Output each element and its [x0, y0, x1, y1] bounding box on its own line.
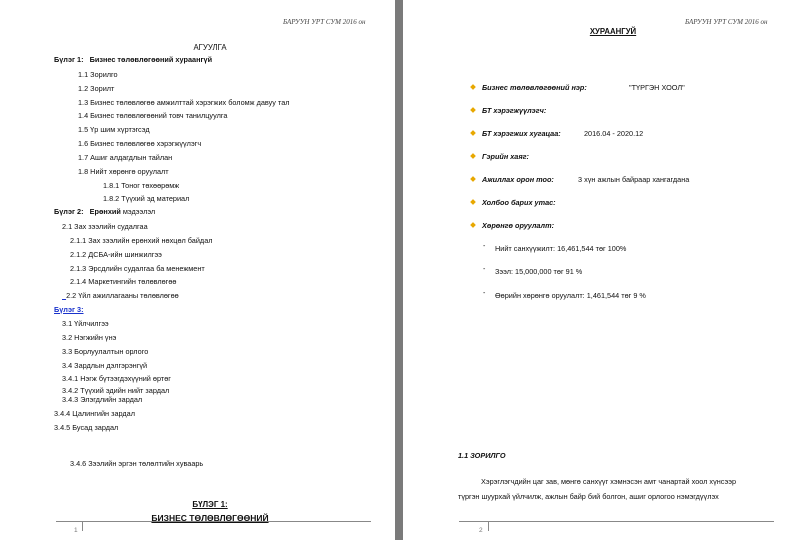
toc-item-1-8[interactable]: 1.8 Нийт хөрөнгө оруулалт [78, 167, 169, 176]
chapter-1-subheading: БИЗНЕС ТӨЛӨВЛӨГӨӨНИЙ [151, 513, 269, 523]
invest-item: Өөрийн хөрөнгө оруулалт: 1,461,544 төг 9 % [495, 291, 646, 300]
toc-item-1-4[interactable]: 1.4 Бизнес төлөвлөгөөний товч танилцуулга [78, 111, 228, 120]
toc-item-1-6[interactable]: 1.6 Бизнес төлөвлөгөө хэрэгжүүлэгч [78, 139, 202, 148]
toc-item-1-1[interactable]: 1.1 Зорилго [78, 70, 118, 79]
toc-item-2-1-4[interactable]: 2.1.4 Маркетингийн төлөвлөгөө [70, 277, 177, 286]
row-label: Холбоо барих утас: [482, 198, 556, 207]
page-header: БАРУУН УРТ СУМ 2016 он [685, 18, 768, 26]
toc-item-1-5[interactable]: 1.5 Үр шим хүртэгсэд [78, 125, 150, 134]
page-1 [0, 0, 395, 540]
bullet-icon [470, 84, 476, 90]
row-label: Ажиллах орон тоо: [482, 175, 554, 184]
bullet-icon [470, 153, 476, 159]
toc-item-3-4-3[interactable]: 3.4.3 Элэгдлийн зардал [62, 395, 143, 404]
row-label: БТ хэрэгжүүлэгч: [482, 106, 547, 115]
bullet-icon [470, 130, 476, 136]
toc-item-2-1[interactable]: 2.1 Зах зээлийн судалгаа [62, 222, 148, 231]
invest-item: Нийт санхүүжилт: 16,461,544 төг 100% [495, 244, 627, 253]
row-label: Хөрөнгө оруулалт: [482, 221, 555, 230]
row-label: Гэрийн хаяг: [482, 152, 529, 161]
row-label: БТ хэрэгжих хугацаа: [482, 129, 561, 138]
dash-marker: - [483, 243, 486, 250]
toc-item-3-4-2[interactable]: 3.4.2 Түүхий эдийн нийт зардал [62, 386, 170, 395]
chapter-1-heading: БҮЛЭГ 1: [192, 500, 228, 509]
toc-item-2-2[interactable]: 2.2 Үйл ажиллагааны төлөвлөгөө [66, 291, 179, 300]
toc-title: АГУУЛГА [193, 43, 227, 52]
summary-title: ХУРААНГУЙ [589, 27, 637, 36]
toc-item-2-1-3[interactable]: 2.1.3 Эрсдлийн судалгаа ба менежмент [70, 264, 205, 273]
toc-item-3-2[interactable]: 3.2 Нэгжийн үнэ [62, 333, 117, 342]
row-value: 3 хүн ажлын байраар хангагдана [578, 175, 690, 184]
footer-tick [488, 521, 489, 531]
footer-rule [459, 521, 774, 522]
paragraph-line: түргэн шуурхай үйлчилж, ажлын байр бий болгон, ашиг орлогоо нэмэгдүүлэх [458, 492, 719, 501]
toc-item-1-2[interactable]: 1.2 Зорилт [78, 84, 115, 93]
page-number: 2 [479, 527, 483, 534]
toc-item-1-7[interactable]: 1.7 Ашиг алдагдлын тайлан [78, 153, 173, 162]
chapter-3-link[interactable]: Бүлэг 3: [54, 305, 84, 314]
toc-item-2-1-1[interactable]: 2.1.1 Зах зээлийн ерөнхий нөхцөл байдал [70, 236, 213, 245]
chapter-2-label[interactable]: Бүлэг 2: Ерөнхий мэдээлэл [54, 207, 156, 216]
toc-item-1-3[interactable]: 1.3 Бизнес төлөвлөгөө амжилттай хэрэгжих боломж давуу тал [78, 98, 290, 107]
footer-rule [56, 521, 371, 522]
page-2 [403, 0, 800, 540]
page-number: 1 [74, 527, 78, 534]
toc-item-3-3[interactable]: 3.3 Борлуулалтын орлого [62, 347, 149, 356]
toc-item-1-8-1[interactable]: 1.8.1 Тоног төхөөрөмж [103, 181, 180, 190]
bullet-icon [470, 199, 476, 205]
toc-item-3-4-1[interactable]: 3.4.1 Нэгж бүтээгдэхүүний өртөг [62, 374, 171, 383]
bullet-icon [470, 176, 476, 182]
dash-marker: - [483, 266, 486, 273]
row-value: 2016.04 - 2020.12 [584, 129, 644, 138]
chapter-1-label[interactable]: Бүлэг 1: Бизнес төлөвлөгөөний хураангүй [54, 55, 213, 64]
page-header: БАРУУН УРТ СУМ 2016 он [283, 18, 366, 26]
toc-item-3-1[interactable]: 3.1 Үйлчилгээ [62, 319, 109, 328]
row-label: Бизнес төлөвлөгөөний нэр: [482, 83, 587, 92]
row-value: "ТҮРГЭН ХООЛ" [629, 83, 685, 92]
bullet-icon [470, 107, 476, 113]
toc-item-2-1-2[interactable]: 2.1.2 ДСБА-ийн шинжилгээ [70, 250, 162, 259]
section-heading: 1.1 ЗОРИЛГО [458, 451, 506, 460]
invest-item: Зээл: 15,000,000 төг 91 % [495, 267, 583, 276]
paragraph-line: Хэрэглэгчдийн цаг зав, мөнгө санхүүг хэмнэсэн амт чанартай хоол хүнсээр [481, 477, 736, 486]
toc-item-3-4-4[interactable]: 3.4.4 Цалингийн зардал [54, 409, 135, 418]
toc-item-3-4[interactable]: 3.4 Зардлын дэлгэрэнгүй [62, 361, 148, 370]
footer-tick [82, 521, 83, 531]
dash-marker: - [483, 290, 486, 297]
bullet-icon [470, 222, 476, 228]
toc-item-3-4-5[interactable]: 3.4.5 Бусад зардал [54, 423, 119, 432]
toc-item-3-4-6[interactable]: 3.4.6 Зээлийн эргэн төлөлтийн хуваарь [70, 459, 204, 468]
toc-item-1-8-2[interactable]: 1.8.2 Түүхий эд материал [103, 194, 190, 203]
